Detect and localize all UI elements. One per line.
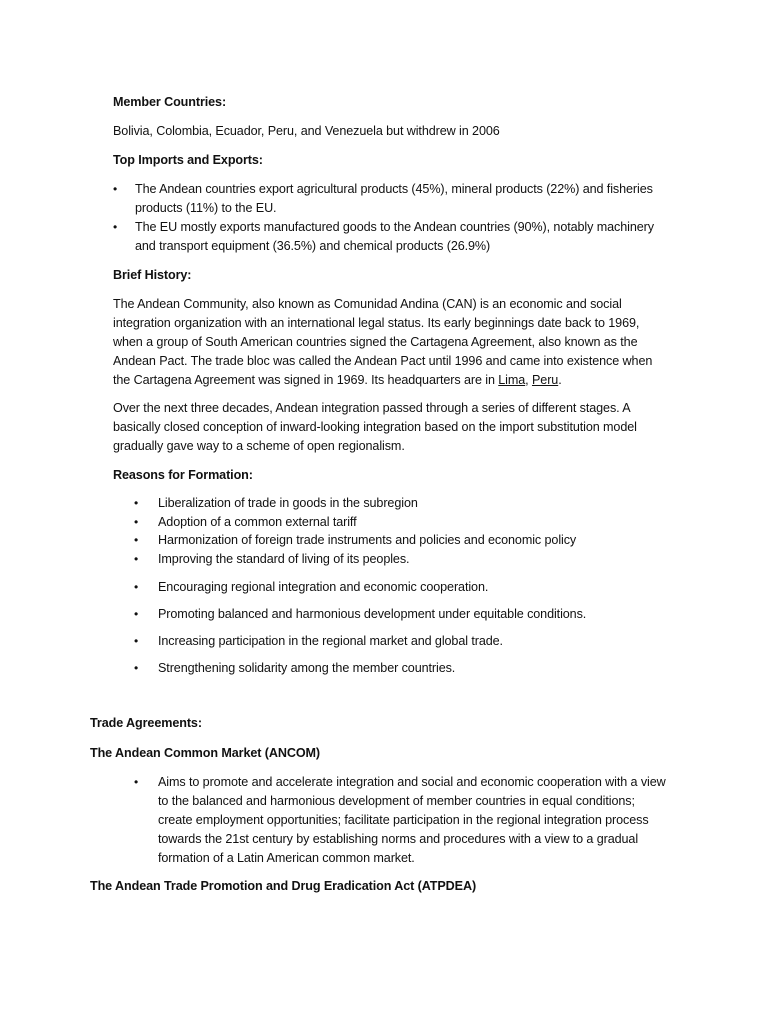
reasons-item: Increasing participation in the regional market and global trade. bbox=[158, 634, 503, 648]
bullet-icon: • bbox=[134, 496, 139, 510]
reasons-item: Promoting balanced and harmonious development under equitable conditions. bbox=[158, 607, 587, 621]
peru-link[interactable]: Peru bbox=[531, 373, 559, 387]
bullet-icon: • bbox=[134, 515, 139, 529]
ancom-item: Aims to promote and accelerate integration and social and economic cooperation with a view to the balanced and harmonious development of member countries in equal conditions; create employment opportunities; facilitate participation in the regional integration process towards the 21st century by establishing norms and procedures with a view to a gradual formation of a Latin American common market. bbox=[158, 775, 666, 865]
member-countries-heading: Member Countries: bbox=[113, 95, 227, 109]
ancom-heading: The Andean Common Market (ANCOM) bbox=[90, 746, 321, 760]
imports-item: The Andean countries export agricultural products (45%), mineral products (22%) and fisheries products (11%) to the EU. bbox=[135, 182, 653, 215]
history-paragraph-1 bbox=[113, 295, 661, 390]
bullet-icon: • bbox=[113, 182, 118, 196]
period-text: . bbox=[558, 373, 562, 387]
reasons-item: Improving the standard of living of its peoples. bbox=[158, 552, 410, 566]
member-countries-text: Bolivia, Colombia, Ecuador, Peru, and Venezuela but withdrew in 2006 bbox=[113, 124, 500, 138]
trade-agreements-heading: Trade Agreements: bbox=[90, 716, 202, 730]
imports-item: The EU mostly exports manufactured goods to the Andean countries (90%), notably machinery and transport equipment (36.5%) and chemical products (26.9%) bbox=[135, 220, 654, 253]
bullet-icon: • bbox=[134, 634, 139, 648]
bullet-icon: • bbox=[134, 533, 139, 547]
bullet-icon: • bbox=[113, 220, 118, 234]
reasons-item: Strengthening solidarity among the member countries. bbox=[158, 661, 456, 675]
reasons-heading: Reasons for Formation: bbox=[113, 468, 253, 482]
lima-link[interactable]: Lima bbox=[498, 373, 526, 387]
reasons-item: Harmonization of foreign trade instruments and policies and economic policy bbox=[158, 533, 577, 547]
comma-text: , bbox=[525, 373, 529, 387]
bullet-icon: • bbox=[134, 607, 139, 621]
history-paragraph-1-text: The Andean Community, also known as Comunidad Andina (CAN) is an economic and social integration organization with an international legal status. Its early beginnings date back to 1969, when a group of South American countries signed the Cartagena Agreement, also known as the Andean Pact. The trade bloc was called the Andean Pact until 1996 and came into existence when the Cartagena Agreement was signed in 1969. Its headquarters are in bbox=[113, 297, 653, 387]
imports-exports-heading: Top Imports and Exports: bbox=[113, 153, 263, 167]
brief-history-heading: Brief History: bbox=[113, 268, 192, 282]
history-paragraph-2: Over the next three decades, Andean integration passed through a series of different stages. A basically closed conception of inward-looking integration based on the import substitution model gradually gave way to a scheme of open regionalism. bbox=[113, 401, 637, 453]
atpdea-heading: The Andean Trade Promotion and Drug Eradication Act (ATPDEA) bbox=[90, 879, 477, 893]
reasons-item: Adoption of a common external tariff bbox=[158, 515, 357, 529]
reasons-item: Encouraging regional integration and economic cooperation. bbox=[158, 580, 489, 594]
bullet-icon: • bbox=[134, 580, 139, 594]
bullet-icon: • bbox=[134, 552, 139, 566]
bullet-icon: • bbox=[134, 661, 139, 675]
bullet-icon: • bbox=[134, 775, 139, 789]
reasons-item: Liberalization of trade in goods in the subregion bbox=[158, 496, 418, 510]
